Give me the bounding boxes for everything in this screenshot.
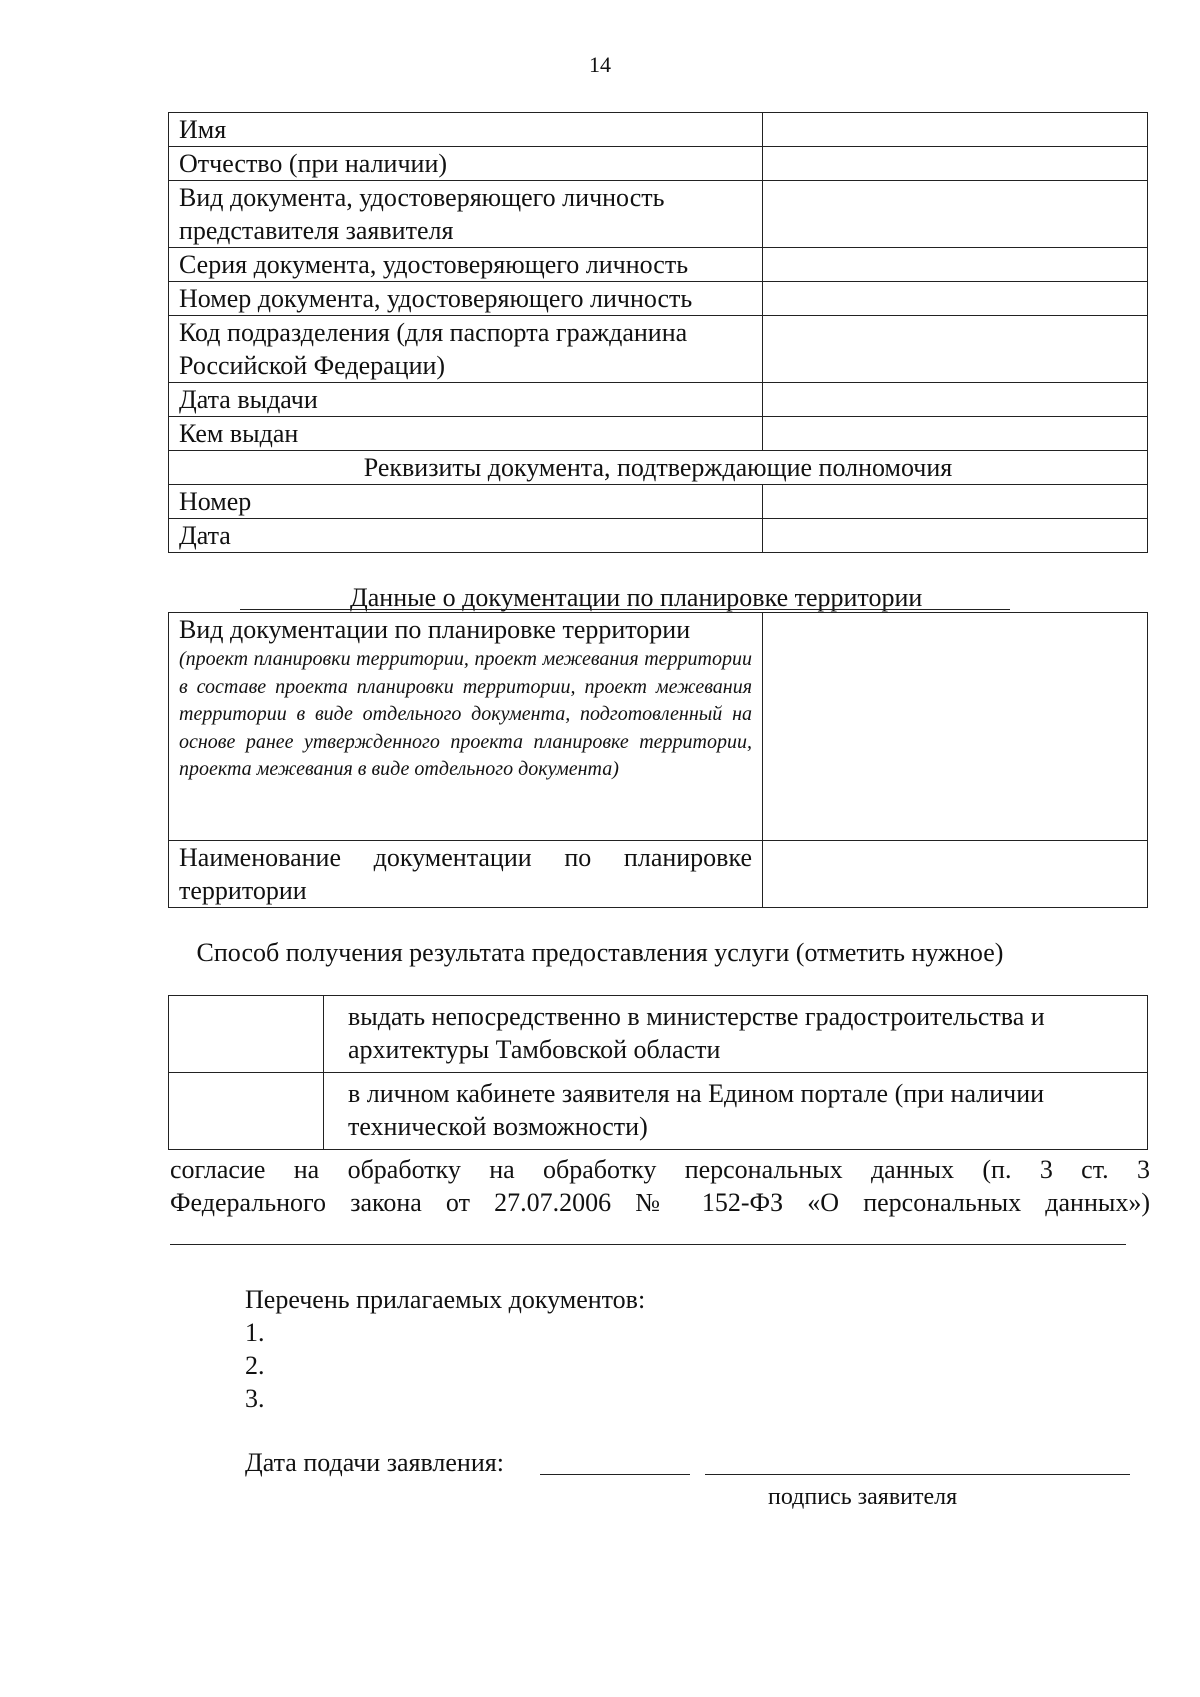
attachments-list <box>245 1283 645 1415</box>
table-row <box>169 451 1148 485</box>
option-label: выдать непосредственно в министерстве градостроительства и архитектуры Тамбовской области <box>324 996 1148 1073</box>
table-row <box>169 485 1148 519</box>
table-row <box>169 417 1148 451</box>
option-checkbox[interactable] <box>169 996 324 1073</box>
row-label: Кем выдан <box>169 417 763 451</box>
authority-header: Реквизиты документа, подтверждающие полномочия <box>169 451 1148 485</box>
table-row <box>169 996 1148 1073</box>
planning-table <box>168 612 1148 908</box>
attachments-title: Перечень прилагаемых документов: <box>245 1285 646 1314</box>
list-item: 3. <box>245 1384 265 1413</box>
section-underline <box>240 609 1010 610</box>
row-label: Дата выдачи <box>169 383 763 417</box>
issued-by-field[interactable] <box>763 417 1148 451</box>
table-row <box>169 147 1148 181</box>
authority-date-field[interactable] <box>763 519 1148 553</box>
table-row <box>169 383 1148 417</box>
row-label: Вид документации по планировке территории <box>179 615 691 644</box>
row-label: Код подразделения (для паспорта гражданина Российской Федерации) <box>169 316 763 383</box>
page-number: 14 <box>589 52 611 77</box>
result-section-title: Способ получения результата предоставления услуги (отметить нужное) <box>196 938 1004 967</box>
table-row <box>169 316 1148 383</box>
issue-date-field[interactable] <box>763 383 1148 417</box>
planning-name-field[interactable] <box>763 841 1148 908</box>
representative-table <box>168 112 1148 553</box>
consent-line-1: согласие на обработку на обработку персональных данных (п. 3 ст. 3 <box>170 1155 1150 1184</box>
table-row <box>169 248 1148 282</box>
row-label: Дата <box>169 519 763 553</box>
table-row <box>169 181 1148 248</box>
list-item: 1. <box>245 1318 265 1347</box>
authority-number-field[interactable] <box>763 485 1148 519</box>
consent-signature-line[interactable] <box>170 1244 1126 1245</box>
row-label: Отчество (при наличии) <box>169 147 763 181</box>
id-document-type-field[interactable] <box>763 181 1148 248</box>
table-row <box>169 519 1148 553</box>
option-label: в личном кабинете заявителя на Едином портале (при наличии технической возможности) <box>324 1073 1148 1150</box>
planning-section-title: Данные о документации по планировке территории <box>350 583 923 612</box>
row-label: Номер документа, удостоверяющего личность <box>169 282 763 316</box>
table-row <box>169 613 1148 841</box>
table-row <box>169 1073 1148 1150</box>
table-row <box>169 113 1148 147</box>
row-label <box>169 841 763 908</box>
table-row <box>169 282 1148 316</box>
consent-text <box>170 1153 1150 1219</box>
division-code-field[interactable] <box>763 316 1148 383</box>
row-label: Имя <box>169 113 763 147</box>
table-row <box>169 841 1148 908</box>
signature-field[interactable] <box>705 1474 1130 1475</box>
submission-date-field[interactable] <box>540 1474 690 1475</box>
id-document-series-field[interactable] <box>763 248 1148 282</box>
list-item: 2. <box>245 1351 265 1380</box>
patronymic-field[interactable] <box>763 147 1148 181</box>
submission-date-label: Дата подачи заявления: <box>245 1448 504 1477</box>
id-document-number-field[interactable] <box>763 282 1148 316</box>
consent-line-2: Федерального закона от 27.07.2006 № 152-ФЗ «О персональных данных») <box>170 1188 1150 1217</box>
signature-caption: подпись заявителя <box>768 1484 958 1510</box>
row-label: Серия документа, удостоверяющего личность <box>169 248 763 282</box>
row-label-text: Наименование документации по планировке территории <box>179 843 752 905</box>
result-options-table <box>168 995 1148 1150</box>
first-name-field[interactable] <box>763 113 1148 147</box>
planning-type-label-cell <box>169 613 763 841</box>
row-label: Вид документа, удостоверяющего личность представителя заявителя <box>169 181 763 248</box>
row-note: (проект планировки территории, проект межевания территории в составе проекта планировки территории, проект межевания территории в виде отдельного документа, подготовленный на основе ранее утвержденного проекта планировке территории, проекта межевания в виде отдельного документа) <box>179 648 752 781</box>
option-checkbox[interactable] <box>169 1073 324 1150</box>
row-label: Номер <box>169 485 763 519</box>
planning-type-field[interactable] <box>763 613 1148 841</box>
